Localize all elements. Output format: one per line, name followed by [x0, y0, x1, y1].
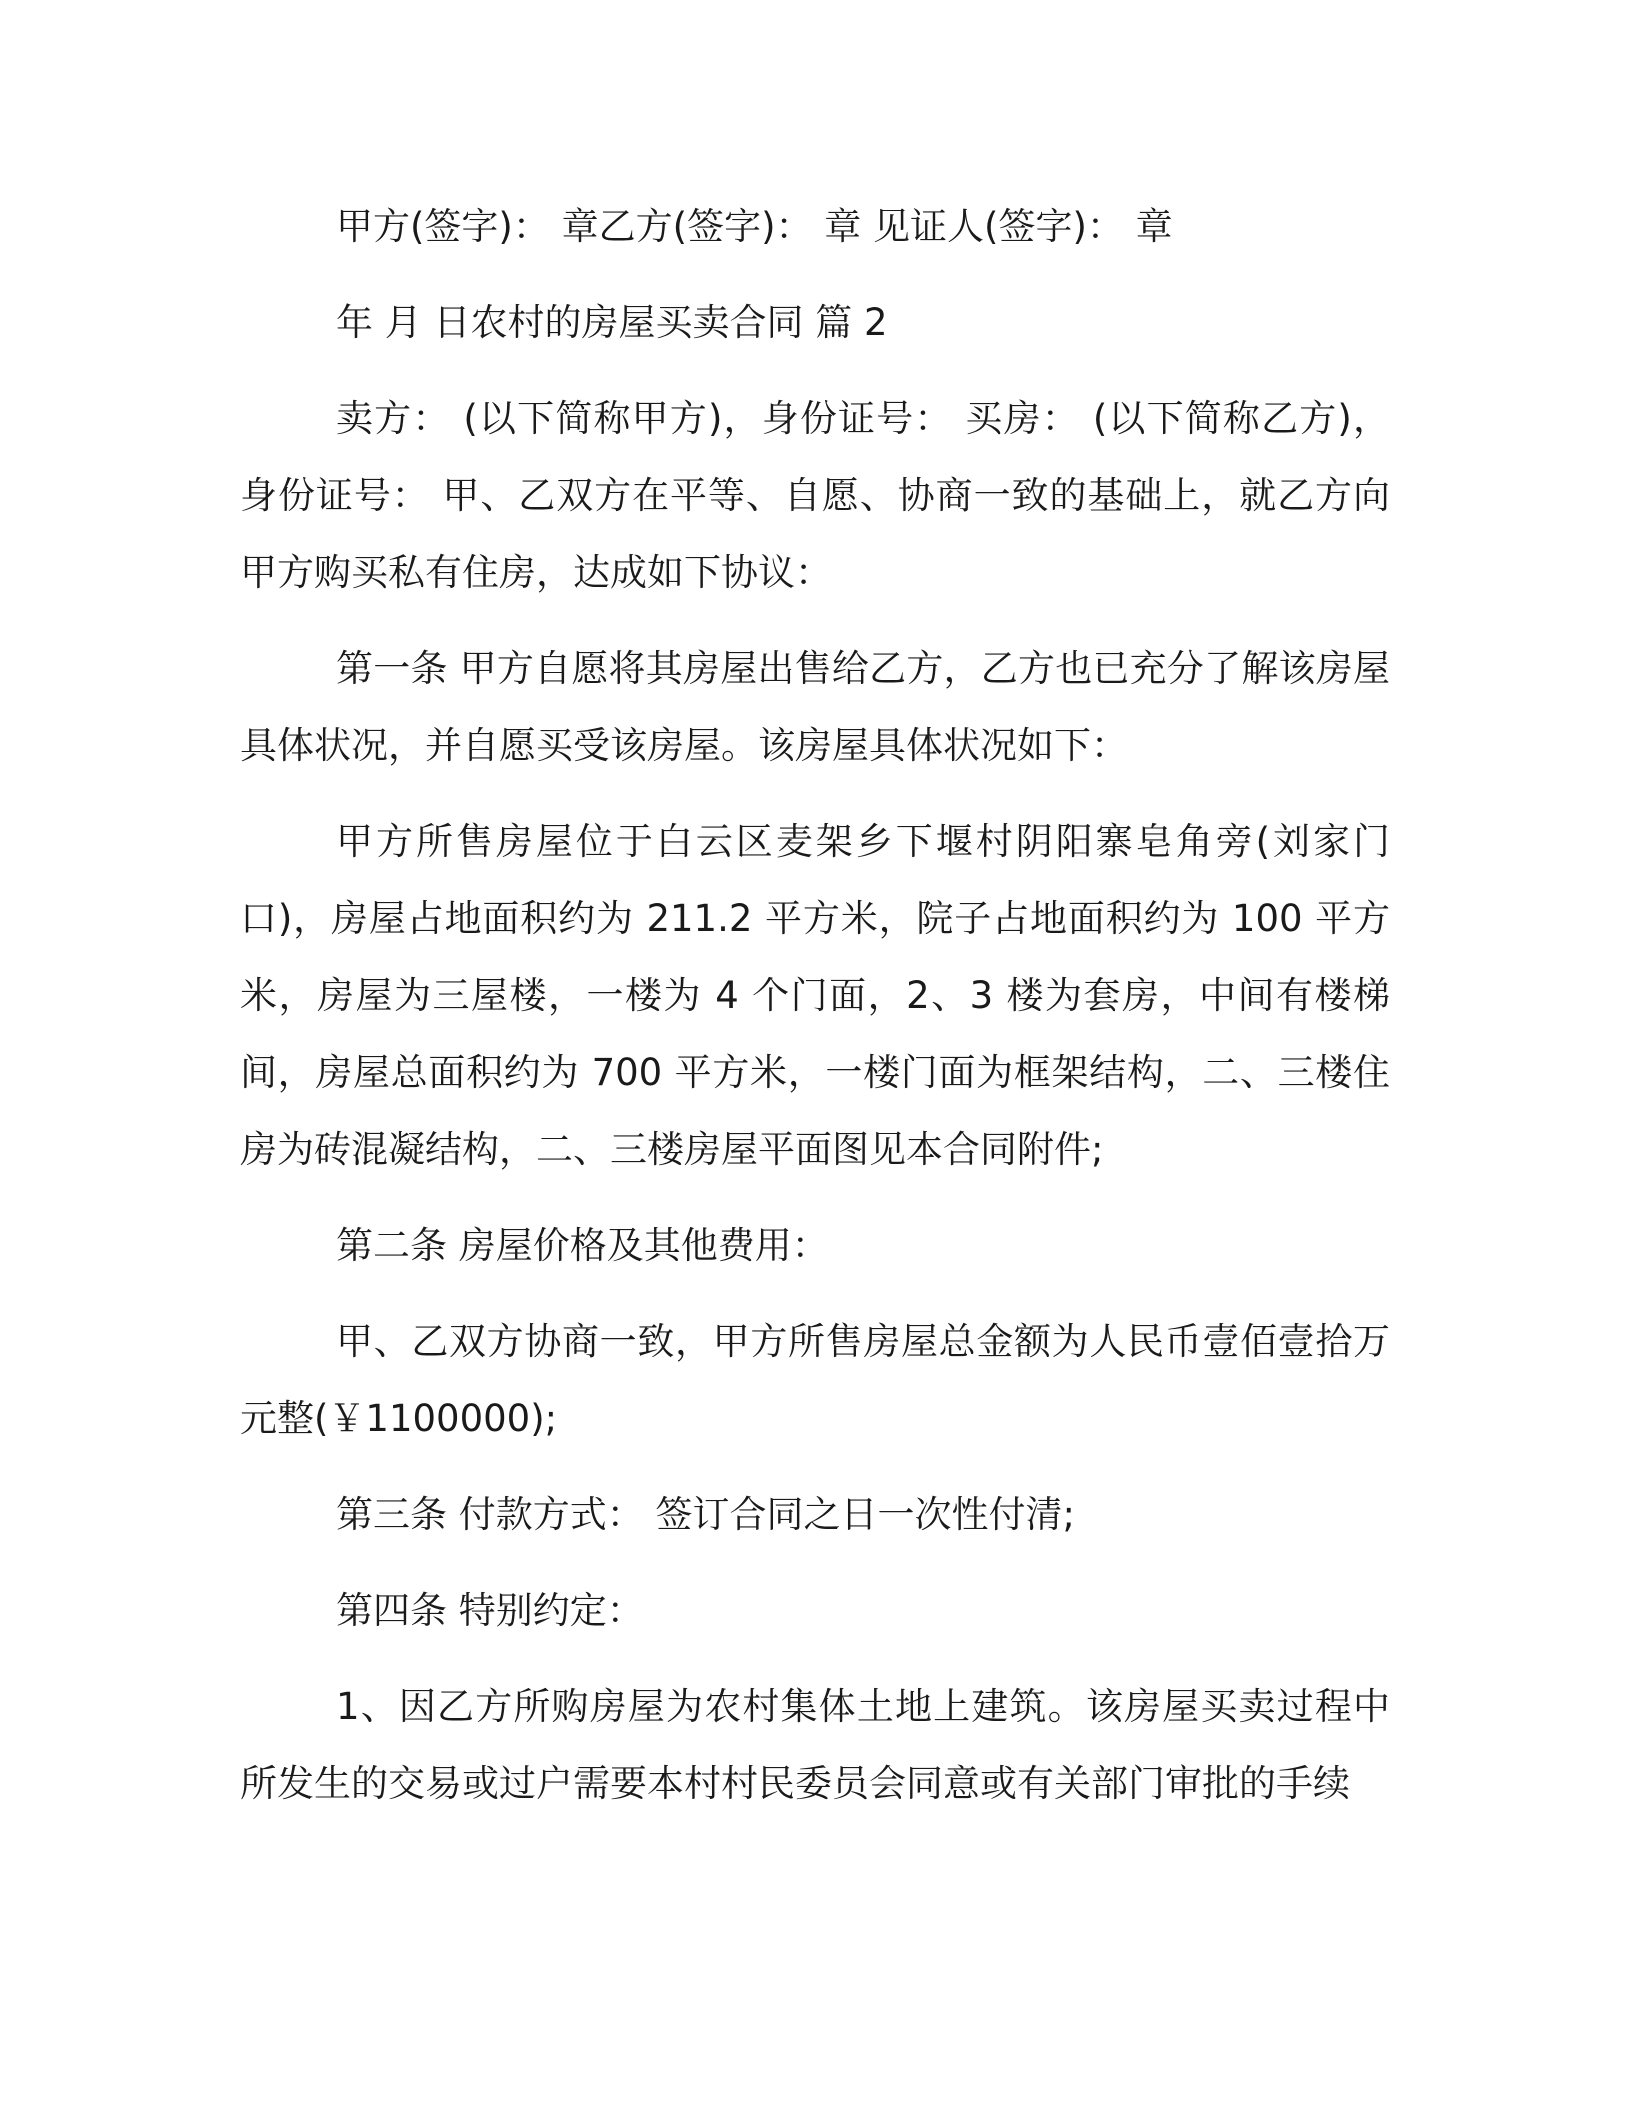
price-paragraph: 甲、乙双方协商一致，甲方所售房屋总金额为人民币壹佰壹拾万元整(￥1100000);: [240, 1320, 1390, 1440]
signature-line: 甲方(签字)： 章乙方(签字)： 章 见证人(签字)： 章: [336, 205, 1173, 248]
document-page: [240, 188, 1390, 1841]
property-description: 甲方所售房屋位于白云区麦架乡下堰村阴阳寨皂角旁(刘家门口)，房屋占地面积约为 211.2 平方米，院子占地面积约为 100 平方米，房屋为三屋楼，一楼为 4 个门面，2、3 楼为套房，中间有楼梯间，房屋总面积约为 700 平方米，一楼门面为框架结构，二、三楼住房为砖混凝结构，二、三楼房屋平面图见本合同附件;: [240, 820, 1390, 1171]
article-2: 第二条 房屋价格及其他费用：: [336, 1224, 829, 1267]
article-1: 第一条 甲方自愿将其房屋出售给乙方，乙方也已充分了解该房屋具体状况，并自愿买受该房屋。该房屋具体状况如下：: [240, 647, 1390, 767]
contract-heading: 年 月 日农村的房屋买卖合同 篇 2: [336, 301, 888, 344]
special-clause-1: 1、因乙方所购房屋为农村集体土地上建筑。该房屋买卖过程中所发生的交易或过户需要本村村民委员会同意或有关部门审批的手续: [240, 1685, 1390, 1805]
article-3: 第三条 付款方式： 签订合同之日一次性付清;: [336, 1493, 1075, 1536]
parties-paragraph: 卖方： (以下简称甲方)，身份证号： 买房： (以下简称乙方)，身份证号： 甲、乙双方在平等、自愿、协商一致的基础上，就乙方向甲方购买私有住房，达成如下协议：: [240, 397, 1390, 594]
article-4: 第四条 特别约定：: [336, 1589, 644, 1632]
